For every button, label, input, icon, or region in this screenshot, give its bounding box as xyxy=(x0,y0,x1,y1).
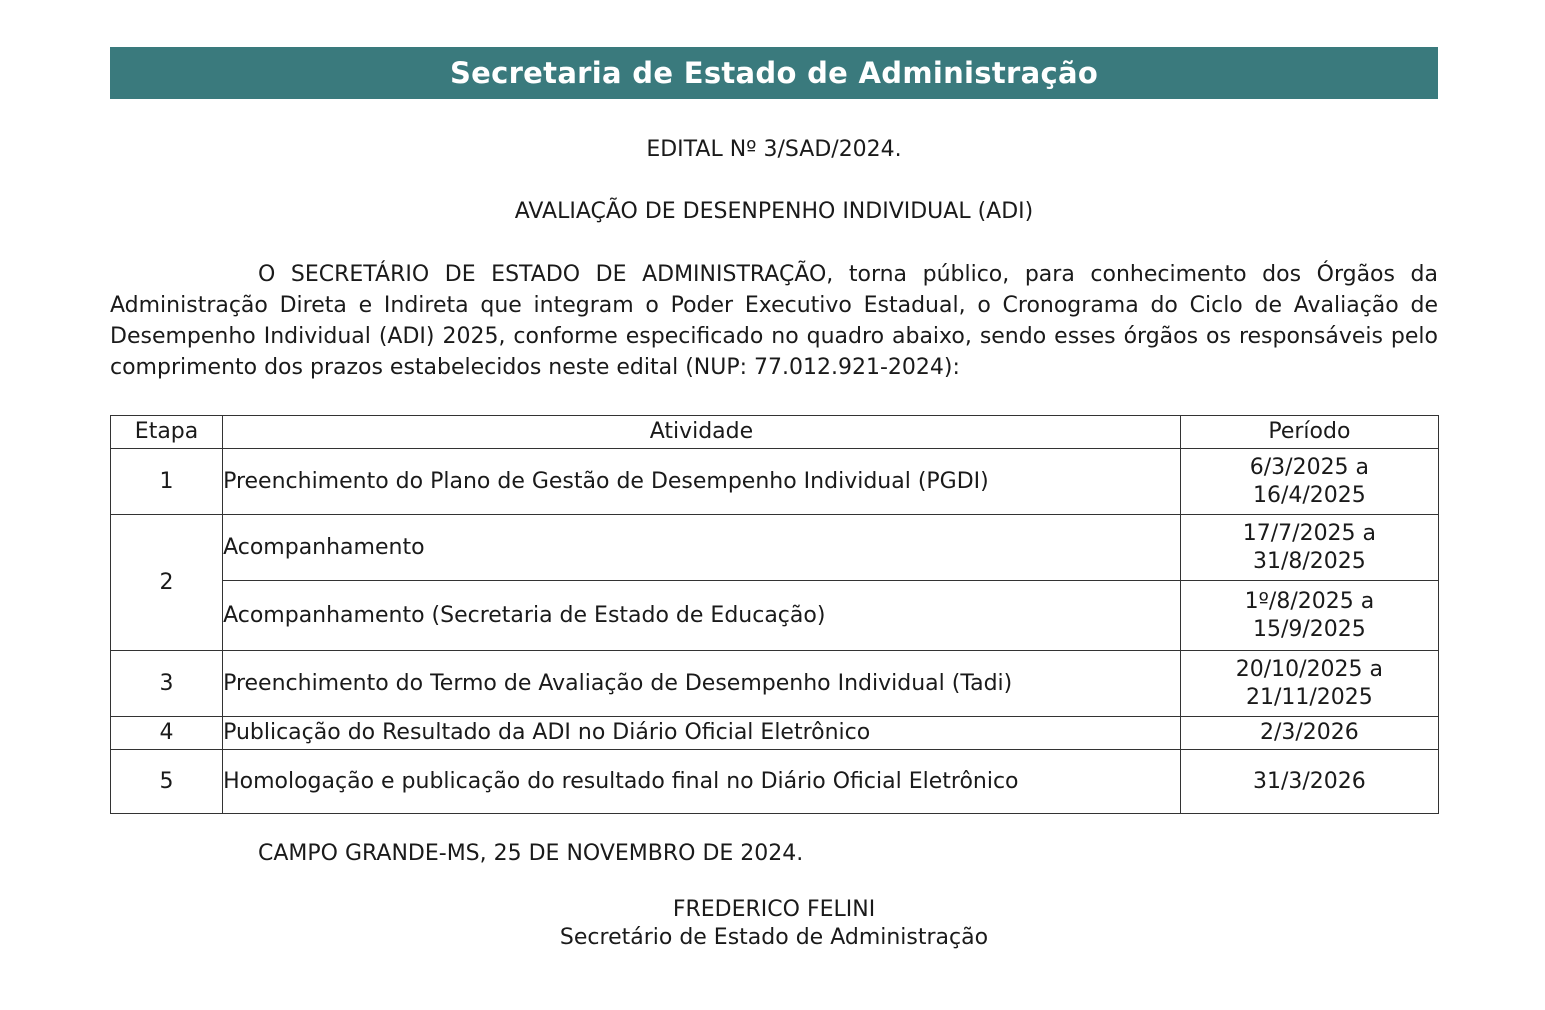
table-row xyxy=(111,750,1439,814)
city-date: CAMPO GRANDE-MS, 25 DE NOVEMBRO DE 2024. xyxy=(258,841,804,866)
signer-title: Secretário de Estado de Administração xyxy=(559,925,989,950)
periodo-cell xyxy=(1180,581,1438,651)
atividade-cell: Homologação e publicação do resultado final no Diário Oficial Eletrônico xyxy=(223,750,1181,814)
signature-block xyxy=(110,896,1438,952)
edital-number: EDITAL Nº 3/SAD/2024. xyxy=(646,137,902,162)
table-header-row xyxy=(111,416,1439,449)
etapa-cell: 1 xyxy=(111,449,223,515)
signer-name: FREDERICO FELINI xyxy=(672,897,876,922)
header-periodo: Período xyxy=(1180,416,1438,449)
periodo-end: 16/4/2025 xyxy=(1252,482,1366,508)
periodo-cell: 31/3/2026 xyxy=(1180,750,1438,814)
atividade-cell: Acompanhamento (Secretaria de Estado de Educação) xyxy=(223,581,1181,651)
periodo-end: 31/8/2025 xyxy=(1252,548,1366,574)
periodo-start: 17/7/2025 a xyxy=(1242,520,1377,546)
periodo-start: 6/3/2025 a xyxy=(1249,454,1370,480)
header-atividade: Atividade xyxy=(223,416,1181,449)
schedule-table xyxy=(110,415,1439,814)
atividade-cell: Acompanhamento xyxy=(223,515,1181,581)
etapa-cell: 2 xyxy=(111,515,223,651)
header-bar xyxy=(110,47,1438,99)
periodo-start: 20/10/2025 a xyxy=(1235,656,1384,682)
atividade-cell: Publicação do Resultado da ADI no Diário Oficial Eletrônico xyxy=(223,717,1181,750)
table-row xyxy=(111,581,1439,651)
atividade-cell: Preenchimento do Plano de Gestão de Desempenho Individual (PGDI) xyxy=(223,449,1181,515)
table-row xyxy=(111,717,1439,750)
edital-paragraph: O SECRETÁRIO DE ESTADO DE ADMINISTRAÇÃO, torna público, para conhecimento dos Órgãos da Administração Direta e Indireta que integram o Poder Executivo Estadual, o Cronograma do Ciclo de Avaliação de Desempenho Individual (ADI) 2025, conforme especificado no quadro abaixo, sendo esses órgãos os responsáveis pelo comprimento dos prazos estabelecidos neste edital (NUP: 77.012.921-2024): xyxy=(110,262,1438,380)
periodo-start: 1º/8/2025 a xyxy=(1244,588,1375,614)
header-title: Secretaria de Estado de Administração xyxy=(449,56,1099,90)
etapa-cell: 3 xyxy=(111,651,223,717)
periodo-end: 15/9/2025 xyxy=(1252,616,1366,642)
atividade-cell: Preenchimento do Termo de Avaliação de Desempenho Individual (Tadi) xyxy=(223,651,1181,717)
table-row xyxy=(111,515,1439,581)
table-row xyxy=(111,651,1439,717)
periodo-end: 21/11/2025 xyxy=(1245,684,1373,710)
header-etapa: Etapa xyxy=(111,416,223,449)
etapa-cell: 4 xyxy=(111,717,223,750)
periodo-cell: 2/3/2026 xyxy=(1180,717,1438,750)
edital-subject: AVALIAÇÃO DE DESENPENHO INDIVIDUAL (ADI) xyxy=(514,199,1034,224)
periodo-cell xyxy=(1180,651,1438,717)
table-row xyxy=(111,449,1439,515)
periodo-cell xyxy=(1180,449,1438,515)
periodo-cell xyxy=(1180,515,1438,581)
etapa-cell: 5 xyxy=(111,750,223,814)
